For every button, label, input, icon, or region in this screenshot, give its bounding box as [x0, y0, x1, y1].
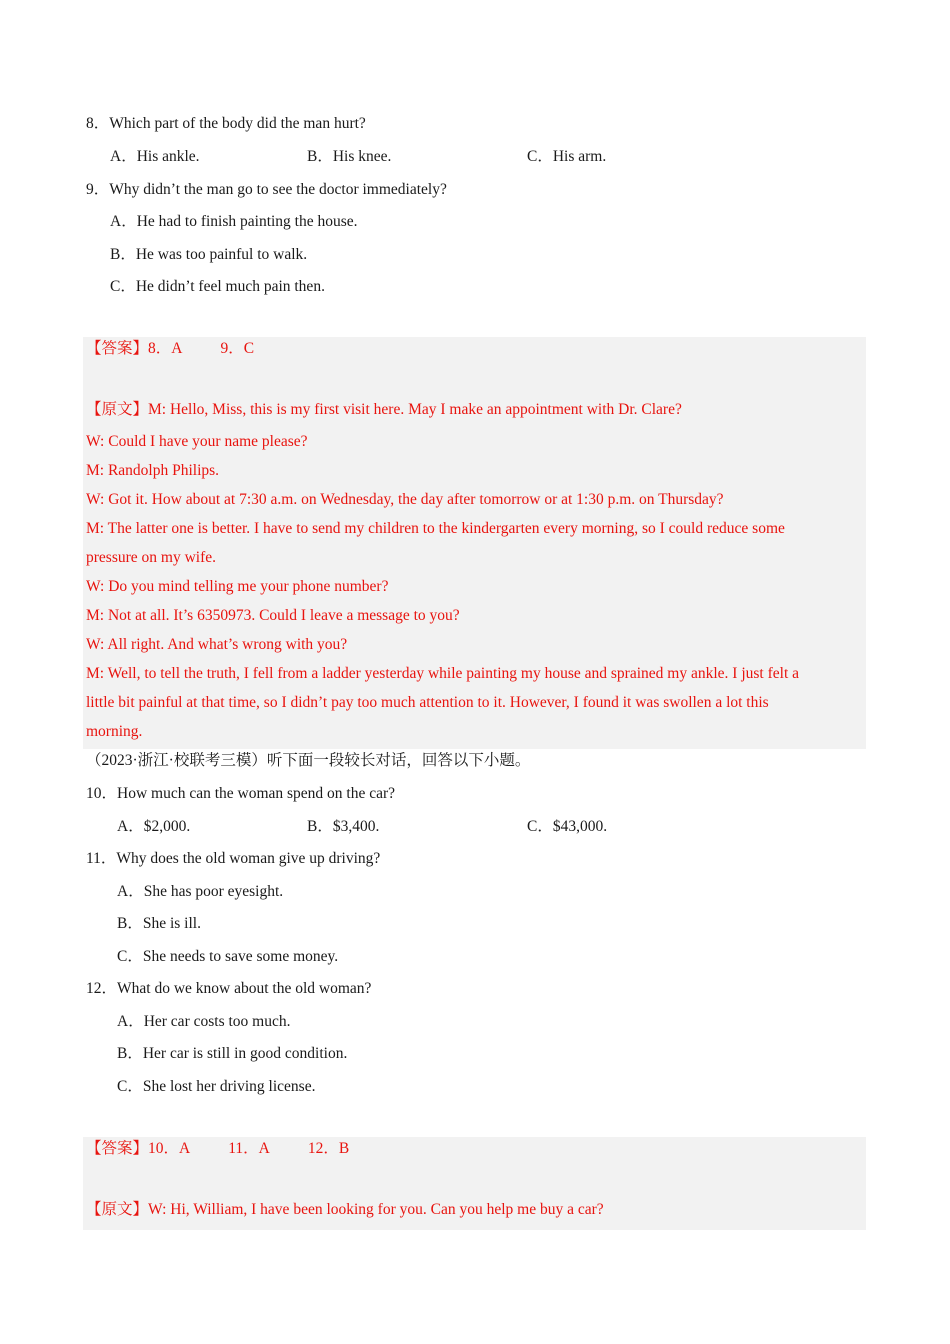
transcript-text: W: Hi, William, I have been looking for you. Can you help me buy a car?: [148, 1201, 604, 1218]
q11-option-a: A．She has poor eyesight.: [117, 883, 284, 900]
transcript-line: pressure on my wife.: [86, 549, 216, 566]
transcript-line: M: Randolph Philips.: [86, 462, 220, 479]
question-10: 10．How much can the woman spend on the car?: [86, 785, 396, 802]
transcript-line: M: Not at all. It’s 6350973. Could I leave a message to you?: [86, 607, 460, 624]
transcript-tag: 【原文】: [86, 401, 149, 418]
transcript-line: M: Well, to tell the truth, I fell from a ladder yesterday while painting my house and sprained my ankle. I just felt a: [86, 665, 799, 682]
q10-option-b: B．$3,400.: [307, 818, 380, 835]
answer-tag: 【答案】: [86, 340, 149, 357]
q9-option-a: A．He had to finish painting the house.: [110, 213, 358, 230]
q12-option-c: C．She lost her driving license.: [117, 1078, 316, 1095]
q10-option-a: A．$2,000.: [117, 818, 191, 835]
answer-line-1: [86, 339, 254, 359]
q8-option-a: A．His ankle.: [110, 148, 200, 165]
transcript-line: W: Could I have your name please?: [86, 433, 308, 450]
transcript-text: M: Hello, Miss, this is my first visit here. May I make an appointment with Dr. Clare?: [148, 401, 682, 418]
q11-option-b: B．She is ill.: [117, 915, 201, 932]
transcript-line: W: Do you mind telling me your phone number?: [86, 578, 389, 595]
q8-option-b: B．His knee.: [307, 148, 392, 165]
transcript-line: little bit painful at that time, so I didn’t pay too much attention to it. However, I found it was swollen a lot this: [86, 694, 769, 711]
answer-11: 11．A: [228, 1140, 270, 1157]
transcript-line: W: Got it. How about at 7:30 a.m. on Wednesday, the day after tomorrow or at 1:30 p.m. on Thursday?: [86, 491, 724, 508]
q11-option-c: C．She needs to save some money.: [117, 948, 339, 965]
answer-10: 10．A: [148, 1140, 191, 1157]
transcript-line: W: All right. And what’s wrong with you?: [86, 636, 348, 653]
transcript-tag: 【原文】: [86, 1201, 149, 1218]
q9-option-c: C．He didn’t feel much pain then.: [110, 278, 325, 295]
q10-option-c: C．$43,000.: [527, 818, 608, 835]
q8-option-c: C．His arm.: [527, 148, 607, 165]
question-8: 8．Which part of the body did the man hurt?: [86, 115, 366, 132]
section-header: （2023·浙江·校联考三模）听下面一段较长对话，回答以下小题。: [86, 752, 531, 769]
question-9: 9．Why didn’t the man go to see the doctor immediately?: [86, 181, 447, 198]
question-11: 11．Why does the old woman give up driving?: [86, 850, 381, 867]
answer-8: 8．A: [148, 340, 183, 357]
answer-block-1: [83, 337, 866, 749]
answer-9: 9．C: [220, 340, 255, 357]
q9-option-b: B．He was too painful to walk.: [110, 246, 308, 263]
q12-option-b: B．Her car is still in good condition.: [117, 1045, 348, 1062]
answer-line-2: [86, 1139, 349, 1159]
answer-tag: 【答案】: [86, 1140, 149, 1157]
q12-option-a: A．Her car costs too much.: [117, 1013, 291, 1030]
question-12: 12．What do we know about the old woman?: [86, 980, 372, 997]
transcript-first-line: [86, 400, 682, 420]
transcript-line: morning.: [86, 723, 143, 740]
transcript-first-line-2: [86, 1200, 604, 1220]
answer-12: 12．B: [307, 1140, 350, 1157]
transcript-line: M: The latter one is better. I have to send my children to the kindergarten every morning, so I could reduce some: [86, 520, 785, 537]
